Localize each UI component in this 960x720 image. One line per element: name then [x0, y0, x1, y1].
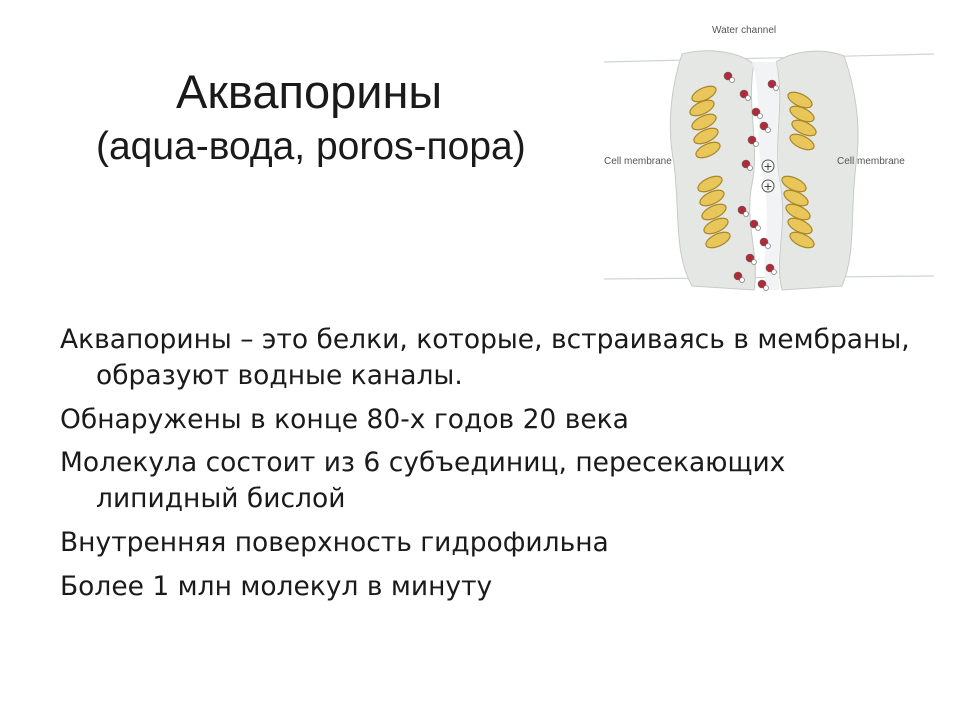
label-cell-membrane-right: Cell membrane [837, 156, 905, 167]
label-cell-membrane-left: Cell membrane [604, 156, 672, 167]
bullet-list [60, 322, 920, 612]
ion-plus-1: + [763, 160, 773, 173]
bullet-item: Молекула состоит из 6 субъединиц, пересекающих липидный бислой [60, 447, 786, 515]
bullet-item: Более 1 млн молекул в минуту [60, 570, 493, 602]
bullet-item: Внутренняя поверхность гидрофильна [60, 526, 609, 558]
slide-title: Аквапорины [176, 65, 443, 118]
label-water-channel: Water channel [712, 25, 777, 36]
bullet-item: Аквапорины – это белки, которые, встраиваясь в мембраны, образуют водные каналы. [60, 324, 910, 391]
bullet-item: Обнаружены в конце 80-х годов 20 века [60, 403, 629, 435]
slide-subtitle: (aqua-вода, poros-пора) [96, 125, 526, 168]
aquaporin-illustration [604, 14, 934, 304]
ion-plus-2: + [763, 180, 773, 193]
